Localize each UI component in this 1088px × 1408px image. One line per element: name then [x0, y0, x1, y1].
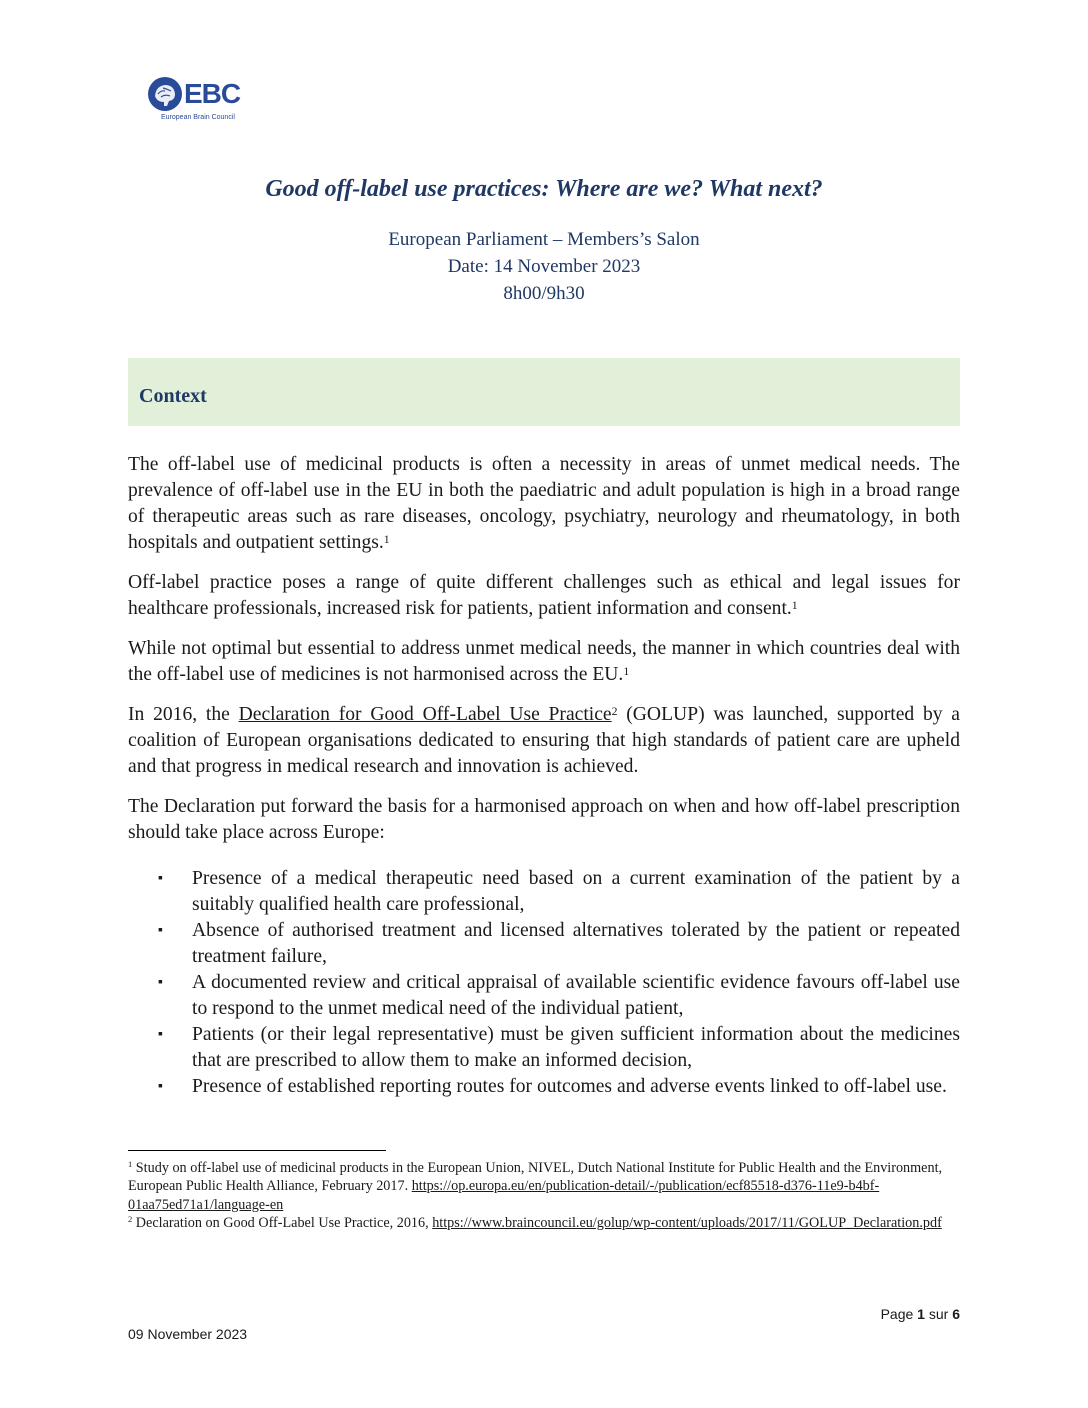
- footnote-link[interactable]: https://www.braincouncil.eu/golup/wp-content/uploads/2017/11/GOLUP_Declaration.pdf: [432, 1214, 942, 1231]
- paragraph-text: The off-label use of medicinal products is often a necessity in areas of unmet medical needs. The prevalence of off-label use in the EU in both the paediatric and adult population is high in a broad range of therapeutic areas such as rare diseases, oncology, psychiatry, neurology and rheumatology, in both hospitals and outpatient settings.: [128, 454, 960, 553]
- footnote-ref[interactable]: 2: [611, 705, 618, 718]
- footnotes: [128, 1159, 960, 1232]
- paragraph-text: In 2016, the: [128, 704, 239, 725]
- section-header: [128, 358, 960, 426]
- footnote-text: Study on off-label use of medicinal products in the European Union, NIVEL, Dutch National Institute for Public Health and the Environment, European Public Health Alliance, February 2017.: [128, 1160, 943, 1195]
- bullet-icon: ▪: [158, 1027, 163, 1042]
- footnote-link[interactable]: https://op.europa.eu/en/publication-detail/-/publication/ecf85518-d376-11e9-b4bf-01aa75ed71a1/language-en: [128, 1178, 880, 1213]
- page-label: Page: [880, 1306, 914, 1322]
- footnote-ref[interactable]: 1: [623, 665, 630, 678]
- body-content: [128, 452, 960, 1100]
- brain-logo-icon: [147, 76, 183, 112]
- list-item-text: Patients (or their legal representative) must be given sufficient information about the medicines that are prescribed to allow them to make an informed decision,: [192, 1024, 960, 1071]
- declaration-link[interactable]: Declaration for Good Off-Label Use Practice: [238, 704, 612, 725]
- paragraph-text: The Declaration put forward the basis for a harmonised approach on when and how off-label prescription should take place across Europe:: [128, 796, 960, 843]
- list-item: [128, 1022, 960, 1074]
- page-current: 1: [917, 1306, 925, 1322]
- list-item: [128, 866, 960, 918]
- bullet-icon: ▪: [158, 1079, 163, 1094]
- paragraph: [128, 452, 960, 556]
- page-total: 6: [952, 1306, 960, 1322]
- logo-wordmark: EBC: [184, 78, 241, 109]
- paragraph: [128, 636, 960, 688]
- footnote-text: Declaration on Good Off-Label Use Practice, 2016,: [132, 1214, 433, 1231]
- paragraph-text: While not optimal but essential to address unmet medical needs, the manner in which countries deal with the off-label use of medicines is not harmonised across the EU.: [128, 638, 960, 685]
- footnote: [128, 1214, 960, 1232]
- bullet-icon: ▪: [158, 871, 163, 886]
- bullet-icon: ▪: [158, 975, 163, 990]
- paragraph: [128, 570, 960, 622]
- footnote: [128, 1159, 960, 1214]
- page-separator: sur: [928, 1306, 949, 1322]
- list-item-text: Presence of a medical therapeutic need based on a current examination of the patient by a suitably qualified health care professional,: [192, 868, 960, 915]
- logo-tagline: European Brain Council: [161, 114, 235, 121]
- page-number: [881, 1306, 960, 1322]
- paragraph: [128, 702, 960, 780]
- list-item: [128, 970, 960, 1022]
- event-details: [0, 226, 1088, 307]
- list-item-text: Presence of established reporting routes for outcomes and adverse events linked to off-label use.: [192, 1076, 947, 1097]
- event-date: Date: 14 November 2023: [447, 256, 641, 277]
- footer-date: 09 November 2023: [128, 1326, 248, 1342]
- list-item: [128, 918, 960, 970]
- section-title: Context: [139, 385, 207, 407]
- event-venue: European Parliament – Members’s Salon: [388, 229, 700, 250]
- footnote-divider: [128, 1150, 386, 1151]
- ebc-logo: [147, 72, 257, 128]
- footnote-number: 1: [128, 1159, 133, 1169]
- footnote-ref[interactable]: 1: [383, 533, 390, 546]
- paragraph: [128, 794, 960, 846]
- list-item: [128, 1074, 960, 1100]
- bullet-icon: ▪: [158, 923, 163, 938]
- document-title: Good off-label use practices: Where are we? What next?: [265, 176, 823, 202]
- event-time: 8h00/9h30: [503, 283, 585, 304]
- footnote-number: 2: [128, 1213, 133, 1224]
- list-item-text: Absence of authorised treatment and licensed alternatives tolerated by the patient or repeated treatment failure,: [192, 920, 960, 967]
- list-item-text: A documented review and critical appraisal of available scientific evidence favours off-label use to respond to the unmet medical need of the individual patient,: [192, 972, 960, 1019]
- paragraph-text: Off-label practice poses a range of quite different challenges such as ethical and legal issues for healthcare professionals, increased risk for patients, patient information and consent.: [128, 572, 960, 619]
- footnote-ref[interactable]: 1: [791, 599, 798, 612]
- criteria-list: [128, 866, 960, 1100]
- paragraph-text: (GOLUP) was launched, supported by a coalition of European organisations dedicated to ensuring that high standards of patient care are upheld and that progress in medical research and innovation is achieved.: [128, 704, 961, 777]
